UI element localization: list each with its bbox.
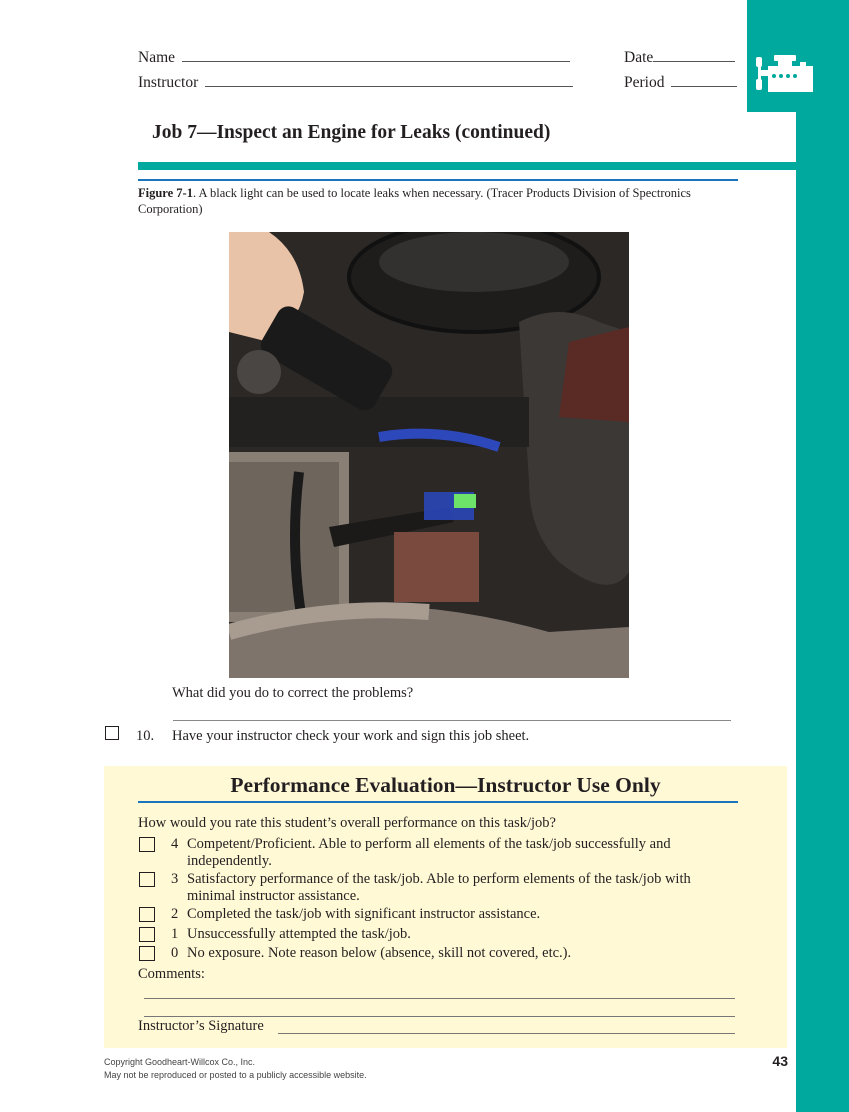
rating-value: 0	[171, 945, 179, 961]
rating-value: 1	[171, 926, 179, 942]
rating-value: 3	[171, 871, 179, 887]
rating-1-checkbox[interactable]	[139, 927, 155, 942]
rating-text: Unsuccessfully attempted the task/job.	[187, 926, 411, 942]
comments-label: Comments:	[138, 966, 205, 982]
title-teal-bar	[138, 162, 796, 170]
period-input-line[interactable]	[671, 72, 737, 87]
name-label: Name	[138, 49, 176, 66]
comment-line-1[interactable]	[144, 998, 735, 999]
copyright-text: Copyright Goodheart-Willcox Co., Inc.	[104, 1057, 256, 1067]
step-10-text: Have your instructor check your work and sign this job sheet.	[172, 728, 530, 744]
title-blue-rule	[138, 179, 738, 181]
instructor-label: Instructor	[138, 74, 199, 91]
evaluation-title: Performance Evaluation—Instructor Use Only	[230, 773, 661, 797]
period-field	[624, 72, 737, 92]
engine-photo-illustration	[229, 232, 629, 678]
rating-text: Competent/Proficient. Able to perform all elements of the task/job successfully and independently.	[187, 836, 671, 869]
step-10-checkbox[interactable]	[105, 726, 119, 740]
step-10-number: 10.	[136, 728, 155, 744]
footer	[104, 1056, 367, 1082]
name-input-line[interactable]	[182, 47, 570, 62]
rating-2-checkbox[interactable]	[139, 907, 155, 922]
figure-label: Figure 7-1	[138, 186, 193, 200]
figure-caption	[138, 185, 718, 217]
instructor-input-line[interactable]	[205, 72, 573, 87]
date-input-line[interactable]	[653, 47, 735, 62]
page-edge-strip	[796, 0, 849, 1112]
signature-label: Instructor’s Signature	[138, 1018, 264, 1034]
comment-line-2[interactable]	[144, 1016, 735, 1017]
evaluation-blue-rule	[138, 801, 738, 803]
date-field	[624, 47, 735, 67]
rating-text: Satisfactory performance of the task/job. Able to perform elements of the task/job with minimal instructor assistance.	[187, 871, 691, 904]
rating-text: No exposure. Note reason below (absence, skill not covered, etc.).	[187, 945, 572, 961]
evaluation-prompt: How would you rate this student’s overall performance on this task/job?	[138, 815, 556, 831]
figure-caption-text: . A black light can be used to locate leaks when necessary. (Tracer Products Division of Spectronics Corporation)	[138, 186, 691, 216]
reproduction-notice: May not be reproduced or posted to a publicly accessible website.	[104, 1070, 367, 1080]
rating-4-checkbox[interactable]	[139, 837, 155, 852]
rating-value: 2	[171, 906, 179, 922]
rating-0-checkbox[interactable]	[139, 946, 155, 961]
period-label: Period	[624, 74, 665, 91]
figure-photo	[229, 232, 629, 678]
rating-text: Completed the task/job with significant instructor assistance.	[187, 906, 541, 922]
name-field	[138, 47, 570, 67]
rating-value: 4	[171, 836, 179, 852]
signature-line[interactable]	[278, 1033, 735, 1034]
answer-line[interactable]	[173, 720, 731, 721]
question-text: What did you do to correct the problems?	[172, 685, 414, 701]
date-label: Date	[624, 49, 654, 66]
rating-3-checkbox[interactable]	[139, 872, 155, 887]
page-title: Job 7—Inspect an Engine for Leaks (continued)	[152, 122, 551, 143]
instructor-field	[138, 72, 573, 92]
engine-icon	[754, 52, 814, 94]
page-number: 43	[772, 1053, 788, 1069]
